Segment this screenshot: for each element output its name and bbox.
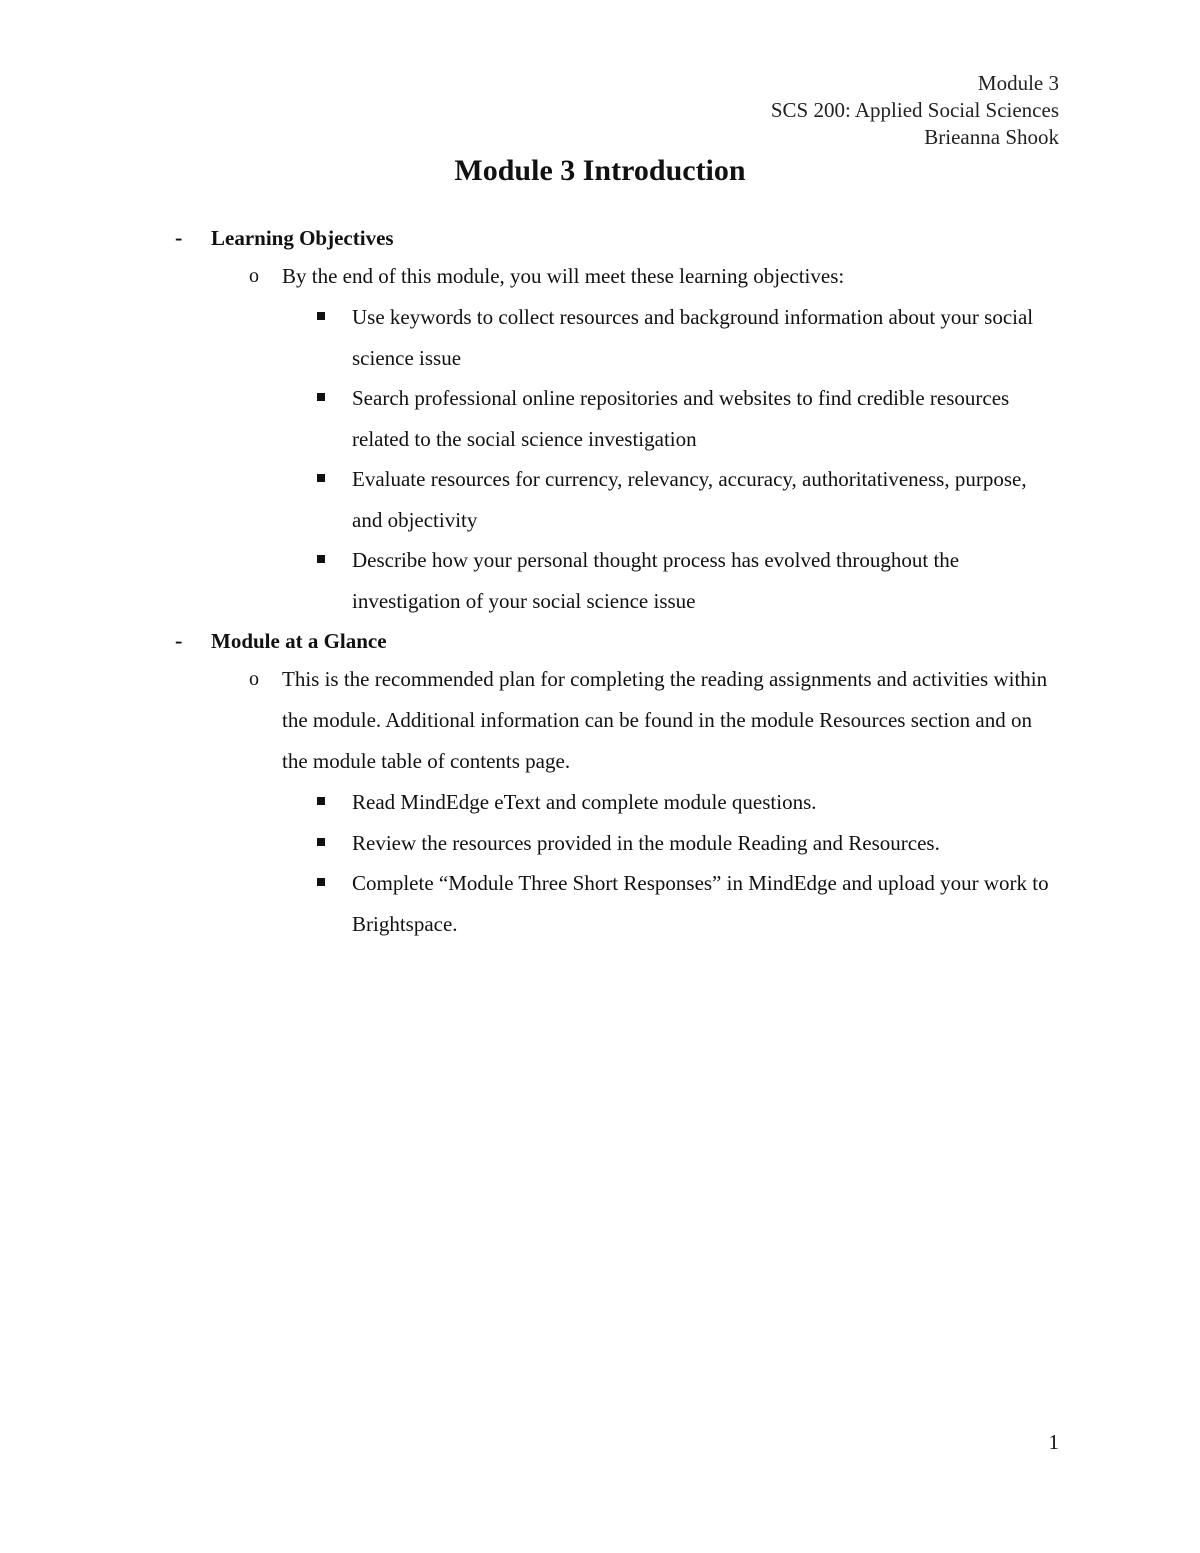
square-bullet-icon [317,555,325,563]
list-item-text: Evaluate resources for currency, relevancy, accuracy, authoritativeness, purpose, and objectivity [352,467,1027,532]
list-item-text: Search professional online repositories and websites to find credible resources related to the social science investigation [352,386,1010,451]
list-item [0,459,1200,540]
dash-bullet: - [175,225,183,250]
list-item [0,378,1200,459]
section-heading-objectives [0,220,1200,256]
section-heading-label: Learning Objectives [211,226,394,250]
square-bullet-icon [317,797,325,805]
circle-bullet: o [249,265,259,287]
list-item-text: Complete “Module Three Short Responses” in MindEdge and upload your work to Brightspace. [352,871,1049,936]
square-bullet-icon [317,878,325,886]
page-number: 1 [1048,1430,1059,1454]
square-bullet-icon [317,312,325,320]
list-item [0,863,1200,944]
dash-bullet: - [175,628,183,653]
document-body [0,220,1200,944]
square-bullet-icon [317,393,325,401]
list-item [0,540,1200,621]
list-item [0,659,1200,782]
list-item [0,256,1200,297]
list-item-text: This is the recommended plan for completing the reading assignments and activities within the module. Additional information can be found in the module Resources section and on the module table of contents page. [282,667,1048,773]
list-item-text: Describe how your personal thought process has evolved throughout the investigation of your social science issue [352,548,960,613]
list-item-text: Review the resources provided in the module Reading and Resources. [352,830,940,855]
header-course: SCS 200: Applied Social Sciences [770,98,1059,122]
square-bullet-icon [317,474,325,482]
header-author: Brieanna Shook [924,125,1059,149]
section-heading-label: Module at a Glance [211,629,387,653]
page-header [771,70,1059,151]
list-item [0,823,1200,864]
section-heading-glance [0,623,1200,659]
list-item-text: By the end of this module, you will meet these learning objectives: [282,264,845,288]
page-title: Module 3 Introduction [454,154,746,187]
header-module: Module 3 [977,71,1059,95]
square-bullet-icon [317,838,325,846]
list-item-text: Read MindEdge eText and complete module questions. [352,790,817,814]
list-item-text: Use keywords to collect resources and background information about your social science issue [352,305,1034,370]
list-item [0,297,1200,378]
circle-bullet: o [249,668,259,690]
list-item [0,782,1200,823]
